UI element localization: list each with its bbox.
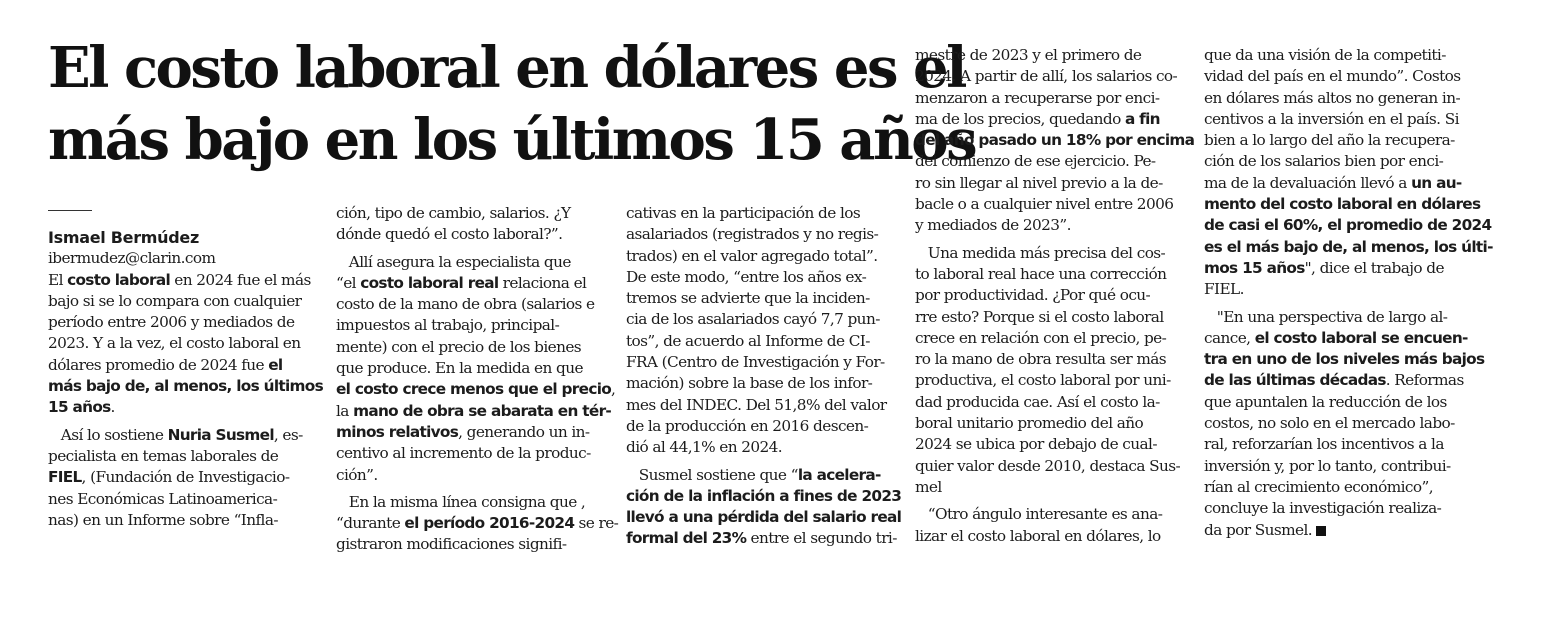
text-line: cia de los asalariados cayó 7,7 pun-	[626, 310, 880, 329]
text-line: to laboral real hace una corrección	[915, 264, 1167, 283]
text-line: menzaron a recuperarse por enci-	[915, 88, 1160, 107]
text-line: mos 15 años", dice el trabajo de	[1204, 258, 1444, 277]
article-column-3	[626, 203, 902, 563]
text-line: dió al 44,1% en 2024.	[626, 438, 783, 457]
end-of-article-square-icon	[1316, 526, 1326, 536]
text-line: FRA (Centro de Investigación y For-	[626, 353, 885, 372]
text-line: mel	[915, 477, 942, 496]
text-line: llevó a una pérdida del salario real	[626, 508, 902, 527]
text-line: cativas en la participación de los	[626, 204, 861, 222]
text-line: bajo si se lo compara con cualquier	[48, 291, 302, 310]
text-line: 15 años.	[48, 398, 115, 417]
text-line: mento del costo laboral en dólares	[1204, 195, 1481, 214]
text-line: más bajo de, al menos, los últimos	[48, 377, 323, 396]
text-line: centivo al incremento de la produc-	[336, 444, 591, 463]
text-line: de casi el 60%, el promedio de 2024	[1204, 216, 1492, 235]
article-column-5	[1204, 45, 1493, 539]
headline	[48, 32, 976, 176]
text-line: "En una perspectiva de largo al-	[1216, 307, 1448, 326]
text-line: vidad del país en el mundo”. Costos	[1204, 67, 1461, 86]
text-line: ral, reforzarían los incentivos a la	[1204, 435, 1444, 454]
text-line: asalariados (registrados y no regis-	[626, 225, 879, 244]
text-line: De este modo, “entre los años ex-	[626, 267, 867, 286]
text-line: lizar el costo laboral en dólares, lo	[915, 526, 1161, 545]
text-line: del año pasado un 18% por encima	[915, 131, 1195, 150]
text-line: “Otro ángulo interesante es ana-	[927, 505, 1163, 524]
text-line: Susmel sostiene que “la acelera-	[638, 465, 881, 484]
text-line: FIEL, (Fundación de Investigacio-	[48, 468, 290, 487]
text-line: crece en relación con el precio, pe-	[915, 328, 1167, 347]
text-line: período entre 2006 y mediados de	[48, 313, 295, 332]
text-line: trados) en el valor agregado total”.	[626, 246, 878, 265]
text-line: que produce. En la medida en que	[336, 359, 583, 378]
text-line: 2024 se ubica por debajo de cual-	[915, 435, 1157, 454]
article-column-4	[915, 45, 1195, 545]
text-line: minos relativos, generando un in-	[336, 422, 590, 441]
article-column-1	[48, 203, 323, 563]
text-line: bien a lo largo del año la recupera-	[1204, 131, 1455, 150]
text-line: productiva, el costo laboral por uni-	[915, 371, 1171, 390]
text-line: de las últimas décadas. Reformas	[1204, 371, 1464, 390]
text-line: quier valor desde 2010, destaca Sus-	[915, 456, 1181, 475]
text-line: El costo laboral en 2024 fue el más	[48, 270, 311, 289]
text-line: en dólares más altos no generan in-	[1204, 88, 1461, 107]
text-line: “el costo laboral real relaciona el	[336, 273, 587, 292]
text-line: por productividad. ¿Por qué ocu-	[915, 286, 1151, 305]
text-line: ción de la inflación a fines de 2023	[626, 486, 902, 505]
text-line: rre esto? Porque si el costo laboral	[915, 307, 1164, 326]
text-line: ro sin llegar al nivel previo a la de-	[915, 173, 1163, 192]
text-line: “durante el período 2016-2024 se re-	[336, 514, 619, 533]
text-line: tra en uno de los niveles más bajos	[1204, 350, 1485, 369]
text-line: boral unitario promedio del año	[915, 414, 1144, 433]
text-line: ción”.	[336, 465, 378, 484]
text-line: bacle o a cualquier nivel entre 2006	[915, 195, 1174, 214]
byline-divider	[48, 210, 92, 211]
text-line: el costo crece menos que el precio,	[336, 380, 616, 399]
article-column-2	[336, 203, 619, 563]
text-line: ción, tipo de cambio, salarios. ¿Y	[336, 204, 571, 222]
text-line: rían al crecimiento económico”,	[1204, 477, 1433, 496]
text-line: impuestos al trabajo, principal-	[336, 316, 560, 335]
text-line: de la producción en 2016 descen-	[626, 416, 869, 435]
text-line: da por Susmel.	[1204, 520, 1474, 541]
author-email[interactable]: ibermudez@clarin.com	[48, 249, 216, 268]
headline-line-2: más bajo en los últimos 15 años	[48, 107, 976, 173]
text-line: ción de los salarios bien por enci-	[1204, 152, 1444, 171]
text-line: costo de la mano de obra (salarios e	[336, 295, 595, 314]
text-line: Allí asegura la especialista que	[348, 252, 571, 271]
text-line: y mediados de 2023”.	[915, 216, 1071, 235]
text-line: mestre de 2023 y el primero de	[915, 46, 1142, 64]
text-line: es el más bajo de, al menos, los últi-	[1204, 237, 1493, 256]
text-line: dad producida cae. Así el costo la-	[915, 392, 1160, 411]
text-line: 2024. A partir de allí, los salarios co-	[915, 67, 1178, 86]
text-line: inversión y, por lo tanto, contribui-	[1204, 456, 1451, 475]
text-line: cance, el costo laboral se encuen-	[1204, 328, 1468, 347]
text-line: FIEL.	[1204, 280, 1244, 299]
text-line: la mano de obra se abarata en tér-	[336, 401, 612, 420]
text-line: tremos se advierte que la inciden-	[626, 289, 870, 308]
text-line: mente) con el precio de los bienes	[336, 337, 582, 356]
text-line: pecialista en temas laborales de	[48, 446, 279, 465]
text-line: tos”, de acuerdo al Informe de CI-	[626, 331, 870, 350]
text-line: Una medida más precisa del cos-	[927, 243, 1166, 262]
text-line: nas) en un Informe sobre “Infla-	[48, 510, 278, 529]
text-line: mación) sobre la base de los infor-	[626, 374, 873, 393]
text-line: ma de los precios, quedando a fin	[915, 109, 1160, 128]
text-line: nes Económicas Latinoamerica-	[48, 489, 278, 508]
text-line: mes del INDEC. Del 51,8% del valor	[626, 395, 887, 414]
text-line: ma de la devaluación llevó a un au-	[1204, 173, 1462, 192]
text-line: del comienzo de ese ejercicio. Pe-	[915, 152, 1156, 171]
text-line: que da una visión de la competiti-	[1204, 46, 1446, 64]
text-line: formal del 23% entre el segundo tri-	[626, 529, 897, 548]
author-name: Ismael Bermúdez	[48, 228, 199, 247]
text-line: dónde quedó el costo laboral?”.	[336, 225, 563, 244]
text-line: costos, no solo en el mercado labo-	[1204, 414, 1455, 433]
text-line: que apuntalen la reducción de los	[1204, 392, 1447, 411]
text-line: Así lo sostiene Nuria Susmel, es-	[60, 425, 303, 444]
text-line: ro la mano de obra resulta ser más	[915, 350, 1167, 369]
text-line: dólares promedio de 2024 fue el	[48, 355, 283, 374]
text-line: gistraron modificaciones signifi-	[336, 535, 567, 554]
text-line: En la misma línea consigna que ,	[348, 492, 586, 511]
text-line: 2023. Y a la vez, el costo laboral en	[48, 334, 301, 353]
text-line: centivos a la inversión en el país. Si	[1204, 109, 1459, 128]
text-line: concluye la investigación realiza-	[1204, 499, 1442, 518]
headline-line-1: El costo laboral en dólares es el	[48, 35, 965, 101]
